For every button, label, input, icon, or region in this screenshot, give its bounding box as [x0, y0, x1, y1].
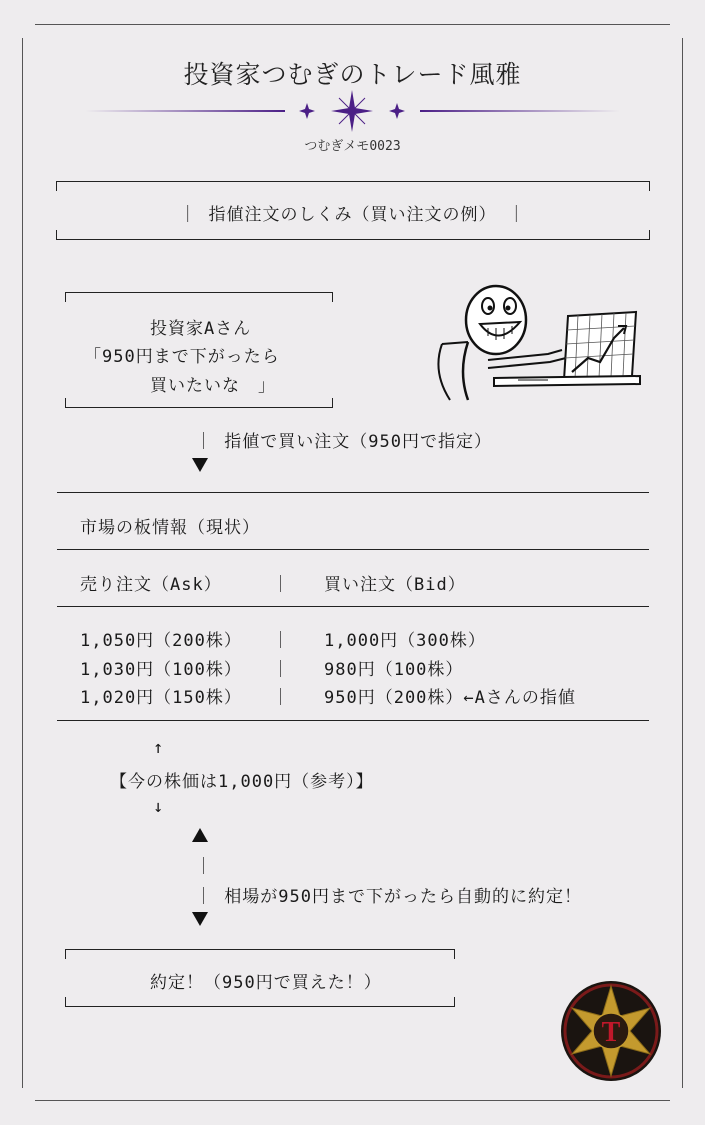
arrow-down-icon [192, 912, 208, 926]
logo-letter: T [601, 1017, 621, 1048]
speech-line-2: 「950円まで下がったら [84, 347, 280, 367]
down-arrow-icon: ↓ [153, 797, 165, 817]
arrow-down-icon [192, 458, 208, 472]
memo-label: つむぎメモ0023 [304, 139, 401, 154]
step-bar: ｜ [195, 857, 213, 877]
investor-illustration [428, 282, 648, 402]
brand-logo [558, 978, 664, 1084]
column-divider: ｜ [272, 631, 290, 651]
column-divider: ｜ [272, 575, 290, 595]
current-price-note: 【今の株価は1,000円（参考）】 [110, 772, 374, 792]
page-title: 投資家つむぎのトレード風雅 [183, 60, 522, 89]
arrow-up-icon [192, 828, 208, 842]
frame-bottom [35, 1100, 670, 1101]
bid-row-1: 1,000円（300株） [324, 631, 486, 651]
frame-right [682, 38, 683, 1088]
ask-row-1: 1,050円（200株） [80, 631, 242, 651]
result-text: 約定！（950円で買えた！） [150, 973, 382, 993]
board-rule-4 [57, 720, 649, 721]
ask-header: 売り注文（Ask） [80, 575, 222, 595]
board-rule-3 [57, 606, 649, 607]
up-arrow-icon: ↑ [153, 738, 165, 758]
bid-row-2: 980円（100株） [324, 660, 464, 680]
frame-left [22, 38, 23, 1088]
ask-row-3: 1,020円（150株） [80, 688, 242, 708]
bid-row-3: 950円（200株）←Aさんの指値 [324, 688, 576, 708]
speech-line-1: 投資家Aさん [150, 319, 252, 339]
step-execution-condition: ｜ 相場が950円まで下がったら自動的に約定！ [195, 887, 582, 907]
frame-top [35, 24, 670, 25]
column-divider: ｜ [272, 660, 290, 680]
board-rule-2 [57, 549, 649, 550]
step-limit-order: ｜ 指値で買い注文（950円で指定） [195, 432, 492, 452]
column-divider: ｜ [272, 688, 290, 708]
bid-header: 買い注文（Bid） [324, 575, 466, 595]
board-title: 市場の板情報（現状） [80, 518, 260, 538]
speech-line-3: 買いたいな 」 [150, 376, 276, 396]
sparkle-divider-icon [85, 88, 620, 133]
ask-row-2: 1,030円（100株） [80, 660, 242, 680]
section-heading: ｜ 指値注文のしくみ（買い注文の例） ｜ [179, 205, 526, 225]
board-rule-1 [57, 492, 649, 493]
